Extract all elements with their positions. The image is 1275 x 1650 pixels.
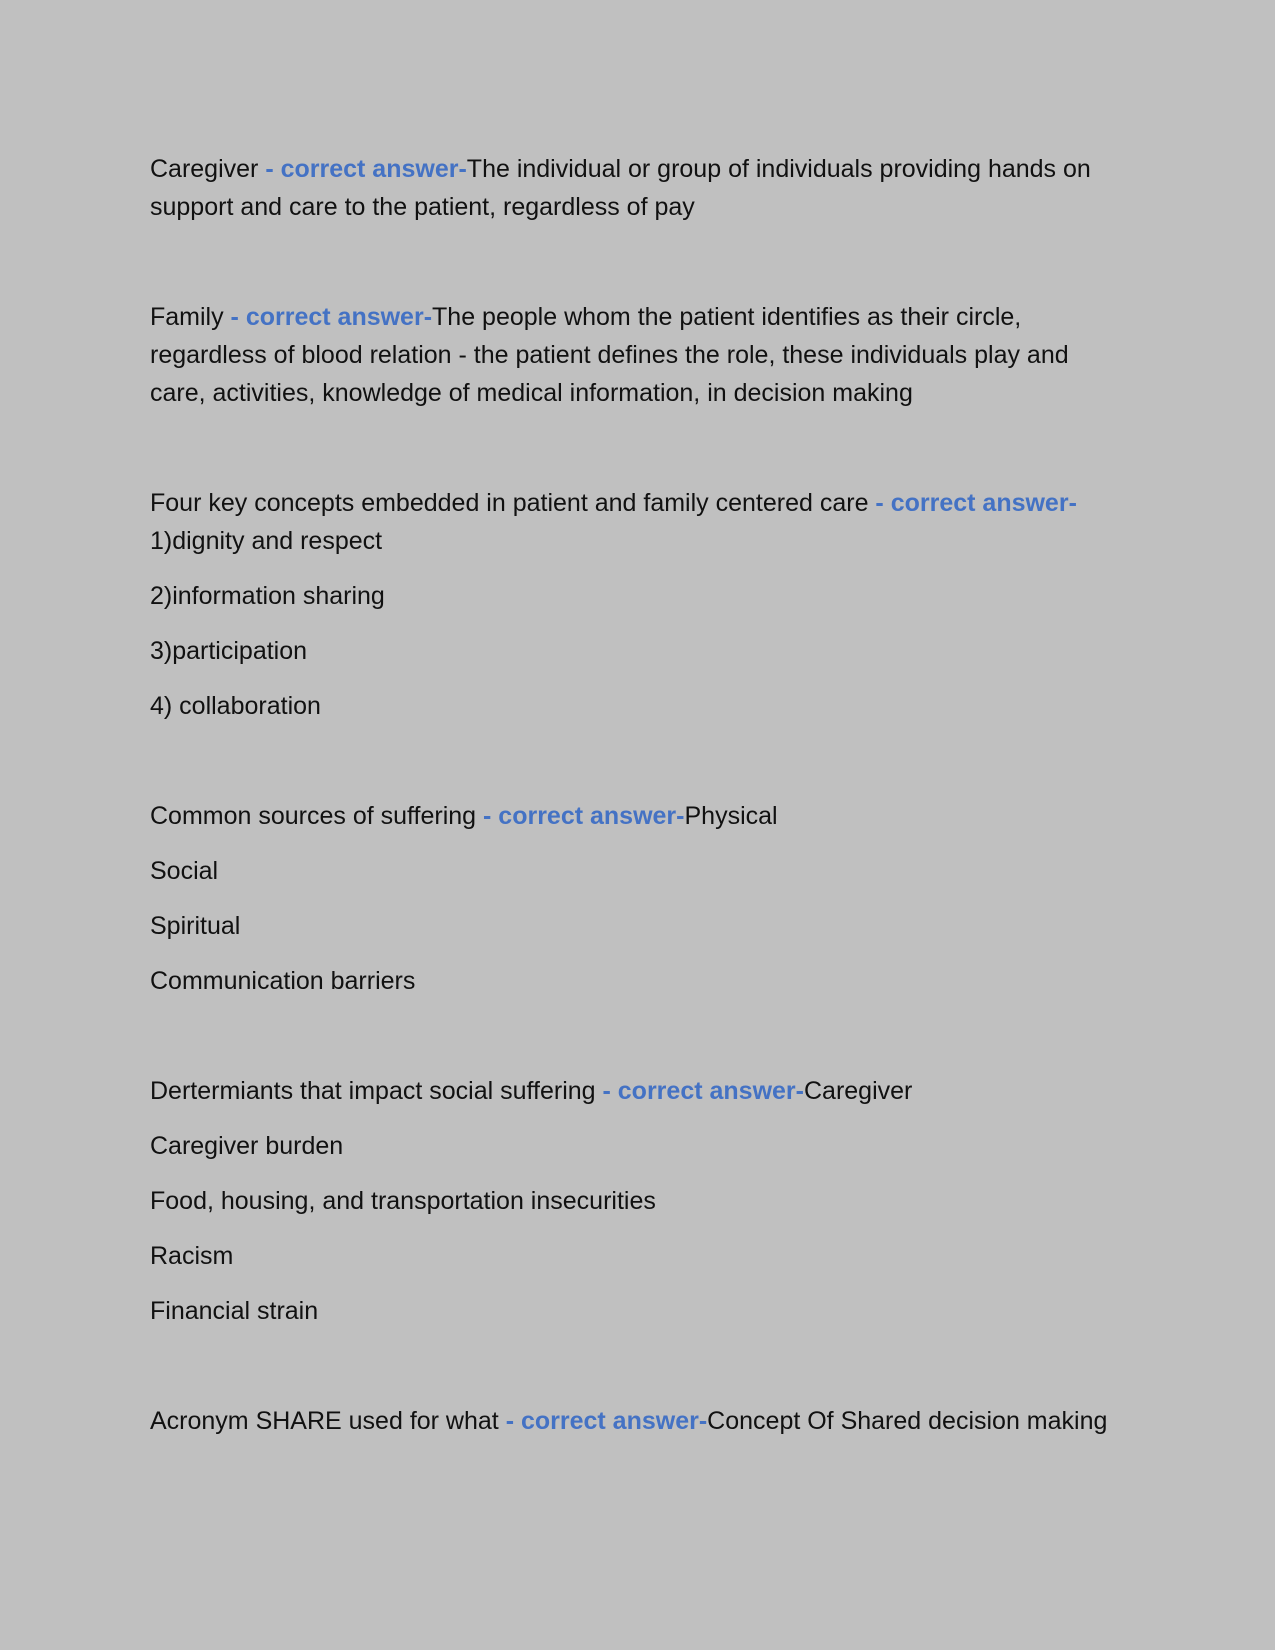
answer-text: The individual or group of individuals providing hands on support and care to the patient, regardless of pay [150, 155, 1091, 221]
qa-line [150, 1072, 1125, 1110]
document-page [150, 150, 1125, 1440]
answer-list-item: Social [150, 857, 219, 885]
answer-list-item: Communication barriers [150, 967, 416, 995]
answer-list-item: Caregiver burden [150, 1132, 344, 1160]
entry-spacer [150, 412, 1125, 484]
correct-answer-separator: - correct answer- [223, 303, 433, 331]
entry-spacer [150, 1000, 1125, 1072]
question-text: Four key concepts embedded in patient and family centered care [150, 489, 869, 517]
correct-answer-separator: - correct answer- [498, 1407, 708, 1435]
qa-line [150, 797, 1125, 835]
entry-spacer [150, 725, 1125, 797]
answer-list-item: 3)participation [150, 637, 308, 665]
flashcard-family [150, 298, 1125, 412]
answer-text: Concept Of Shared decision making [707, 1407, 1108, 1435]
qa-line [150, 150, 1125, 226]
flashcard-four-key-concepts [150, 484, 1125, 725]
correct-answer-separator: - correct answer- [595, 1077, 804, 1105]
flashcard-social-suffering-determinants [150, 1072, 1125, 1330]
answer-text: 1)dignity and respect [150, 527, 383, 555]
question-text: Dertermiants that impact social suffering [150, 1077, 596, 1105]
flashcard-sources-of-suffering [150, 797, 1125, 1000]
answer-list-item: Food, housing, and transportation insecurities [150, 1187, 656, 1215]
qa-line [150, 484, 1125, 560]
answer-text: The people whom the patient identifies as their circle, regardless of blood relation - the patient defines the role, these individuals play and care, activities, knowledge of medical information, in decision making [150, 303, 1069, 407]
answer-text: Caregiver [803, 1077, 913, 1105]
answer-text: Physical [684, 802, 778, 830]
qa-line [150, 298, 1125, 412]
flashcard-share-acronym [150, 1402, 1125, 1440]
flashcard-caregiver [150, 150, 1125, 226]
answer-list-item: Financial strain [150, 1297, 319, 1325]
answer-list-item: 4) collaboration [150, 692, 321, 720]
answer-list-item: 2)information sharing [150, 582, 385, 610]
entry-spacer [150, 1330, 1125, 1402]
question-text: Family [150, 303, 224, 331]
correct-answer-separator: - correct answer- [868, 489, 1077, 517]
answer-list-item: Spiritual [150, 912, 241, 940]
qa-line [150, 1402, 1125, 1440]
correct-answer-separator: - correct answer- [258, 155, 467, 183]
question-text: Caregiver [150, 155, 259, 183]
answer-list-item: Racism [150, 1242, 234, 1270]
correct-answer-separator: - correct answer- [476, 802, 685, 830]
question-text: Acronym SHARE used for what [150, 1407, 499, 1435]
question-text: Common sources of suffering [150, 802, 477, 830]
entry-spacer [150, 226, 1125, 298]
